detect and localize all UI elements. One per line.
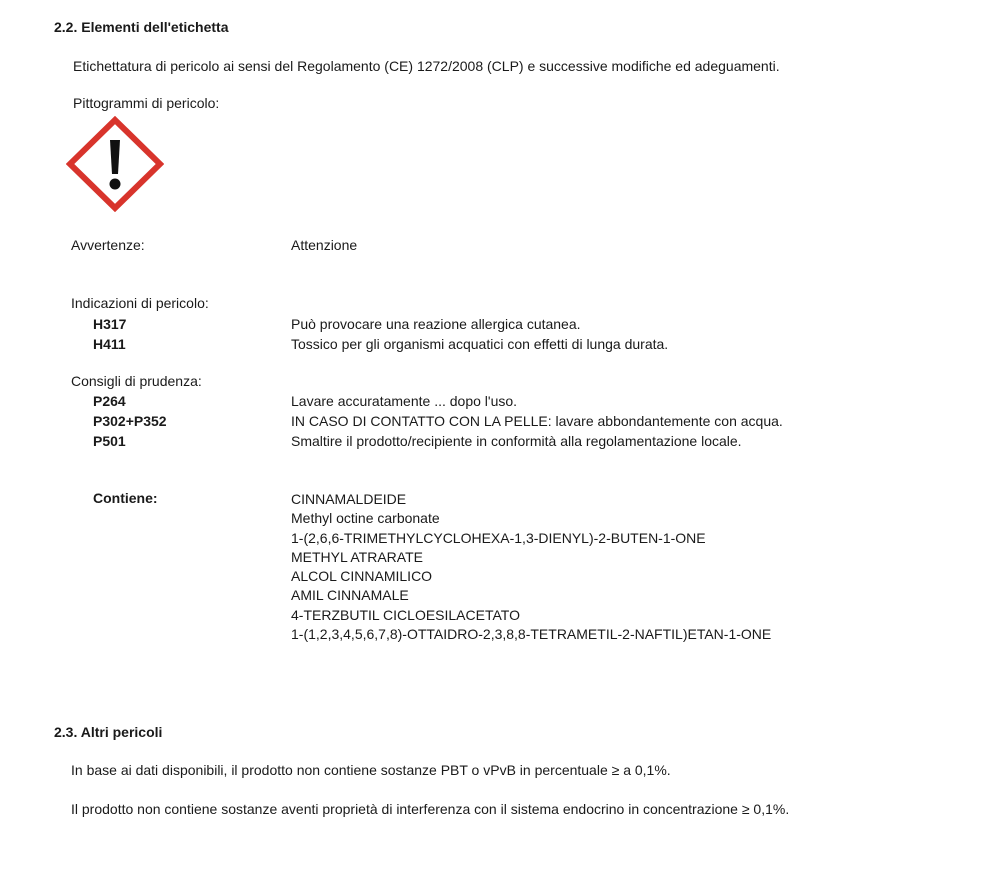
section-title-2-3: 2.3. Altri pericoli: [54, 724, 163, 740]
hazard-text: Può provocare una reazione allergica cutanea.: [291, 316, 581, 332]
precaution-text: Smaltire il prodotto/recipiente in conformità alla regolamentazione locale.: [291, 433, 742, 449]
substance-item: METHYL ATRARATE: [291, 548, 423, 565]
precaution-code: P302+P352: [93, 413, 167, 429]
precaution-text: Lavare accuratamente ... dopo l'uso.: [291, 393, 518, 409]
precaution-code: P501: [93, 433, 126, 449]
exclamation-mark-ghs07-icon: [66, 116, 164, 212]
signal-word-label: Avvertenze:: [71, 237, 145, 253]
substance-item: ALCOL CINNAMILICO: [291, 568, 433, 585]
substance-item: CINNAMALDEIDE: [291, 491, 407, 507]
other-hazards-endocrine: Il prodotto non contiene sostanze aventi proprietà di interferenza con il sistema endocrino in concentrazione ≥ 0,1%.: [71, 801, 790, 817]
other-hazards-pbt: In base ai dati disponibili, il prodotto non contiene sostanze PBT o vPvB in percentuale ≥ a 0,1%.: [71, 762, 671, 778]
hazard-code: H411: [93, 336, 126, 352]
substance-item: 4-TERZBUTIL CICLOESILACETATO: [291, 606, 520, 623]
substance-item: Methyl octine carbonate: [291, 510, 440, 527]
hazard-text: Tossico per gli organismi acquatici con effetti di lunga durata.: [291, 336, 669, 352]
substance-item: 1-(1,2,3,4,5,6,7,8)-OTTAIDRO-2,3,8,8-TETRAMETIL-2-NAFTIL)ETAN-1-ONE: [291, 626, 772, 643]
hazard-statements-label: Indicazioni di pericolo:: [71, 295, 209, 311]
contains-label: Contiene:: [93, 490, 158, 506]
substance-item: 1-(2,6,6-TRIMETHYLCYCLOHEXA-1,3-DIENYL)-2-BUTEN-1-ONE: [291, 529, 706, 546]
precaution-text: IN CASO DI CONTATTO CON LA PELLE: lavare abbondantemente con acqua.: [291, 413, 783, 429]
labeling-intro: Etichettatura di pericolo ai sensi del Regolamento (CE) 1272/2008 (CLP) e successive modifiche ed adeguamenti.: [73, 58, 780, 74]
contains-list: [291, 490, 771, 644]
hazard-code: H317: [93, 316, 127, 332]
precaution-code: P264: [93, 393, 126, 409]
precautionary-statements-label: Consigli di prudenza:: [71, 373, 202, 389]
pictograms-label: Pittogrammi di pericolo:: [73, 95, 220, 111]
signal-word-value: Attenzione: [291, 237, 358, 253]
section-title-2-2: 2.2. Elementi dell'etichetta: [54, 19, 229, 35]
substance-item: AMIL CINNAMALE: [291, 587, 409, 604]
